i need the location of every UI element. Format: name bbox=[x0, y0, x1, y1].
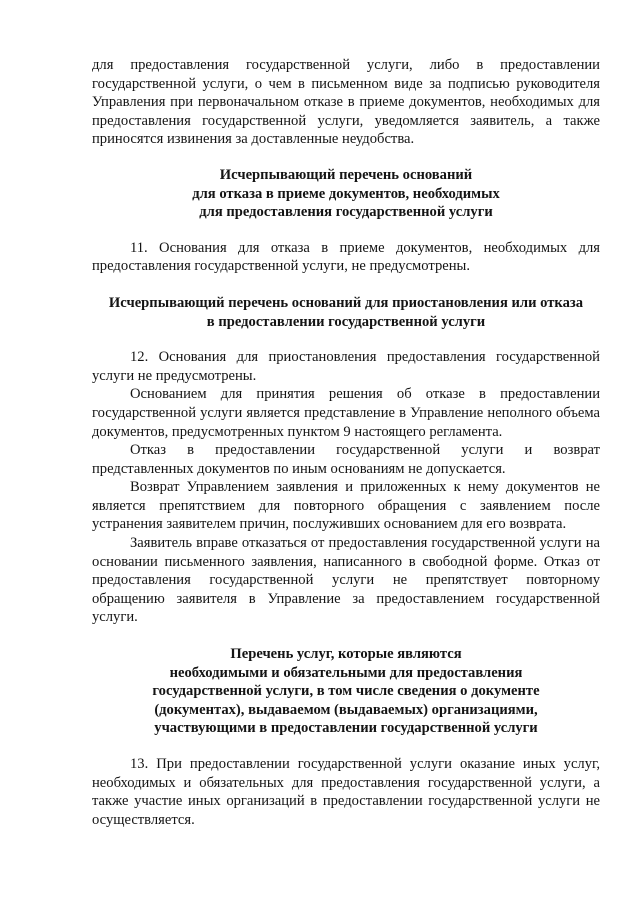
heading-line: для отказа в приеме документов, необходимых bbox=[192, 185, 500, 202]
paragraph-11: 11. Основания для отказа в приеме документов, необходимых для предоставления государственной услуги, не предусмотрены. bbox=[92, 239, 600, 275]
spacer bbox=[92, 276, 600, 294]
intro-paragraph: для предоставления государственной услуги, либо в предоставлении государственной услуги, о чем в письменном виде за подписью руководителя Управления при первоначальном отказе в приеме документов, необходимых для предоставления государственной услуги, уведомляется заявитель, а также приносятся извинения за доставленные неудобства. bbox=[92, 57, 600, 148]
paragraph-return: Возврат Управлением заявления и приложенных к нему документов не является препятствием для повторного обращения с заявлением после устранения заявителем причин, послуживших основанием для его возврата. bbox=[92, 479, 600, 533]
section-heading-suspension-refusal bbox=[92, 294, 600, 331]
paragraph-withdrawal: Заявитель вправе отказаться от предоставления государственной услуги на основании письменного заявления, написанного в свободной форме. Отказ от предоставления государственной услуги не препятствует повторному обращению заявителя в Управление за предоставлением государственной услуги. bbox=[92, 535, 600, 626]
heading-line: в предоставлении государственной услуги bbox=[206, 313, 486, 330]
paragraph-refusal-basis: Основанием для принятия решения об отказе в предоставлении государственной услуги является представление в Управление неполного объема документов, предусмотренных пунктом 9 настоящего регламента. bbox=[92, 386, 600, 440]
paragraph-13: 13. При предоставлении государственной услуги оказание иных услуг, необходимых и обязательных для предоставления государственной услуги, а также участие иных организаций в предоставлении государственной услуги не осуществляется. bbox=[92, 756, 600, 828]
spacer bbox=[92, 738, 600, 755]
section-heading-required-services bbox=[92, 645, 600, 738]
section-heading-refusal-acceptance bbox=[92, 166, 600, 222]
heading-line: (документах), выдаваемом (выдаваемых) организациями, bbox=[154, 701, 538, 718]
heading-line: участвующими в предоставлении государственной услуги bbox=[154, 720, 538, 737]
heading-line: для предоставления государственной услуги bbox=[199, 204, 493, 221]
spacer bbox=[92, 222, 600, 239]
heading-line: Исчерпывающий перечень оснований для приостановления или отказа bbox=[108, 294, 584, 311]
paragraph-12: 12. Основания для приостановления предоставления государственной услуги не предусмотрены. bbox=[92, 349, 600, 384]
spacer bbox=[92, 627, 600, 645]
heading-line: необходимыми и обязательными для предоставления bbox=[169, 664, 523, 681]
heading-line: Исчерпывающий перечень оснований bbox=[219, 166, 473, 183]
document-page bbox=[92, 56, 600, 829]
paragraph-no-other-grounds: Отказ в предоставлении государственной услуги и возврат представленных документов по иным основаниям не допускается. bbox=[92, 442, 600, 477]
spacer bbox=[92, 149, 600, 166]
heading-line: Перечень услуг, которые являются bbox=[230, 646, 462, 663]
heading-line: государственной услуги, в том числе сведения о документе bbox=[152, 683, 540, 700]
spacer bbox=[92, 331, 600, 348]
